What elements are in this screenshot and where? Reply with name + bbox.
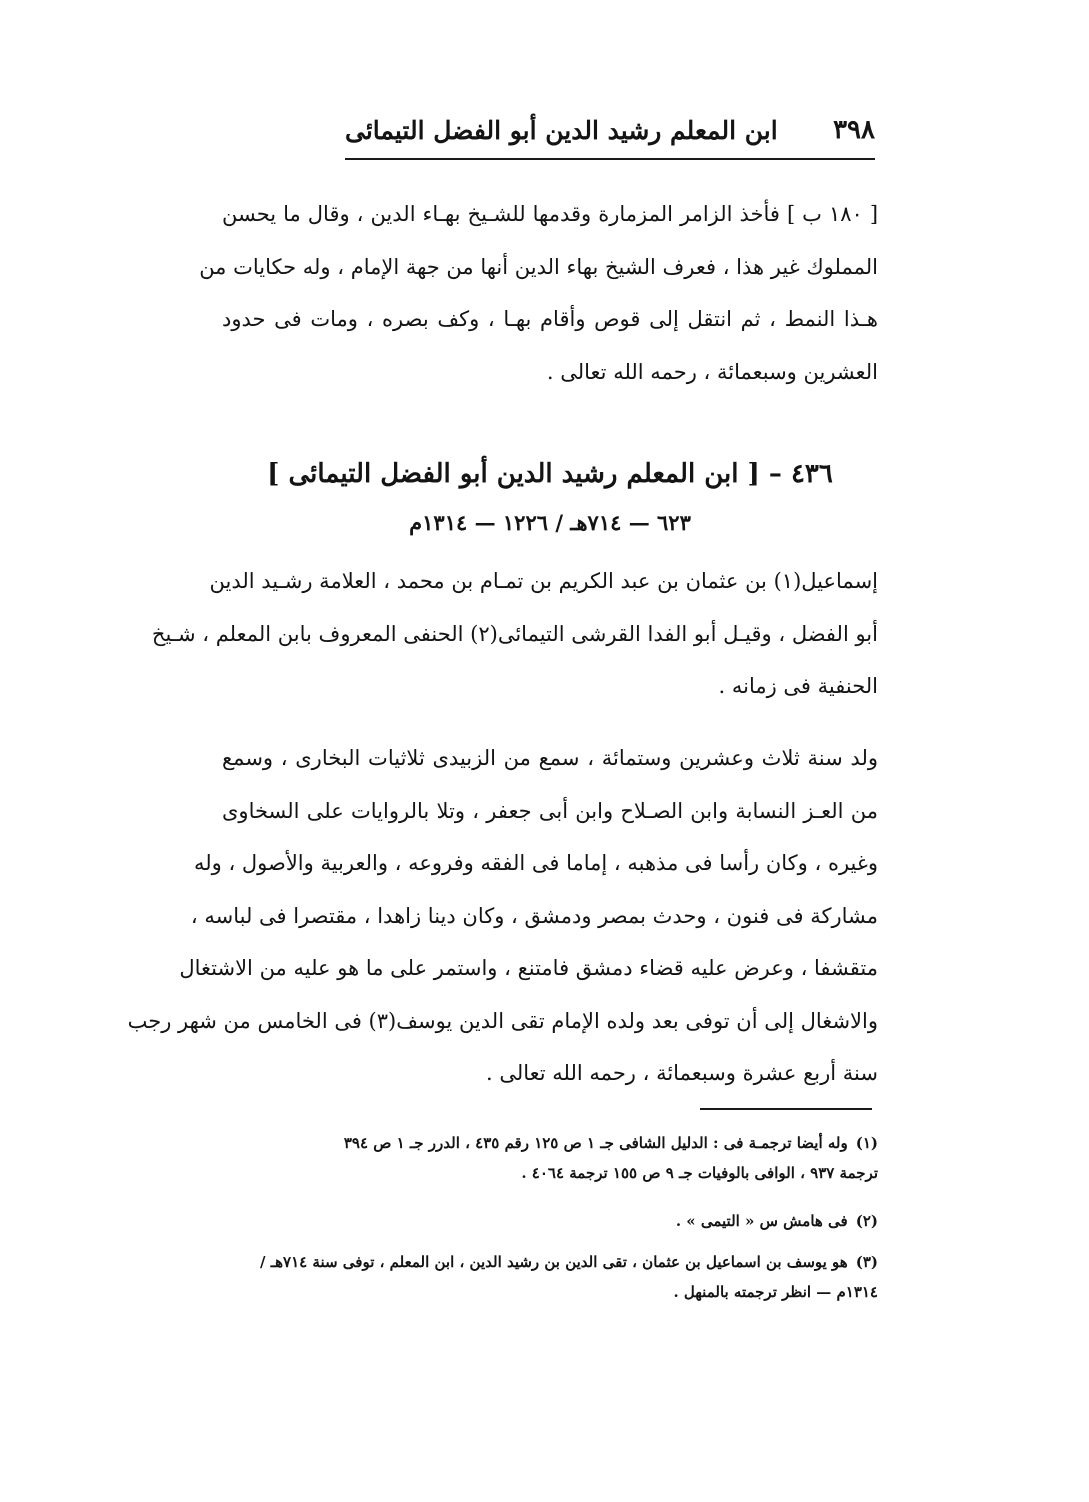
text-line: العشرين وسبعمائة ، رحمه الله تعالى . (546, 359, 878, 384)
page-header (345, 108, 875, 152)
text-line: والاشغال إلى أن توفى بعد ولده الإمام تقى الدين يوسف(٣) فى الخامس من شهر رجب (127, 1008, 878, 1033)
text-line: المملوك غير هذا ، فعرف الشيخ بهاء الدين أنها من جهة الإمام ، وله حكايات من (199, 254, 878, 279)
footnote-1 (222, 1128, 878, 1188)
footnote-text: وله أيضا ترجمـة فى : الدليل الشافى جـ ١ ص ١٢٥ رقم ٤٣٥ ، الدرر جـ ١ ص ٣٩٤ (343, 1134, 848, 1152)
footnote-line: ترجمة ٩٣٧ ، الوافى بالوفيات جـ ٩ ص ١٥٥ ترجمة ٤٠٦٤ . (521, 1164, 878, 1182)
text-line: وغيره ، وكان رأسا فى مذهبه ، إماما فى الفقه وفروعه ، والعربية والأصول ، وله (193, 851, 878, 875)
footnote-label: (٣) (855, 1253, 878, 1271)
paragraph-continuation (199, 188, 879, 398)
text-line: ولد سنة ثلاث وعشرين وستمائة ، سمع من الزبيدى ثلاثيات البخارى ، وسمع (222, 746, 878, 770)
footnote-3 (222, 1247, 878, 1307)
paragraph-biography-intro (151, 555, 878, 713)
footnote-line (222, 1206, 878, 1236)
footnote-text: فى هامش س « التيمى » . (675, 1212, 848, 1230)
footnote-divider (700, 1108, 872, 1110)
page-number: ٣٩٨ (833, 115, 875, 145)
text-line: سنة أربع عشرة وسبعمائة ، رحمه الله تعالى . (486, 1061, 878, 1085)
text-line: أبو الفضل ، وقيـل أبو الفدا القرشى التيمائى(٢) الحنفى المعروف بابن المعلم ، شـيخ (151, 621, 878, 646)
footnote-line: ١٣١٤م — انظر ترجمته بالمنهل . (673, 1283, 878, 1301)
footnote-line (222, 1128, 878, 1158)
footnote-line (222, 1247, 878, 1277)
header-divider (345, 158, 875, 160)
text-line: متقشفا ، وعرض عليه قضاء دمشق فامتنع ، واستمر على ما هو عليه من الاشتغال (179, 956, 878, 980)
text-line: الحنفية فى زمانه . (718, 674, 878, 698)
text-line: مشاركة فى فنون ، وحدث بمصر ودمشق ، وكان دينا زاهدا ، مقتصرا فى لباسه ، (190, 903, 878, 928)
text-line: إسماعيل(١) بن عثمان بن عبد الكريم بن تمـام بن محمد ، العلامة رشـيد الدين (209, 569, 878, 593)
footnote-label: (١) (855, 1134, 878, 1152)
text-line: [ ١٨٠ ب ] فأخذ الزامر المزمارة وقدمها للشـيخ بهـاء الدين ، وقال ما يحسن (222, 202, 879, 226)
text-line: من العـز النسابة وابن الصـلاح وابن أبى جعفر ، وتلا بالروايات على السخاوى (222, 798, 878, 823)
paragraph-biography-body (127, 732, 878, 1100)
footnote-2 (222, 1206, 878, 1236)
footnote-label: (٢) (855, 1212, 878, 1230)
footnote-text: هو يوسف بن اسماعيل بن عثمان ، تقى الدين بن رشيد الدين ، ابن المعلم ، توفى سنة ٧١٤هـ / (260, 1253, 848, 1271)
entry-dates: ٦٢٣ — ٧١٤هـ / ١٢٢٦ — ١٣١٤م (409, 510, 691, 535)
text-line: هـذا النمط ، ثم انتقل إلى قوص وأقام بهـا ، وكف بصره ، ومات فى حدود (222, 307, 878, 331)
entry-heading: ٤٣٦ – [ ابن المعلم رشيد الدين أبو الفضل التيمائى ] (267, 459, 833, 489)
running-title: ابن المعلم رشيد الدين أبو الفضل التيمائى (345, 115, 778, 145)
